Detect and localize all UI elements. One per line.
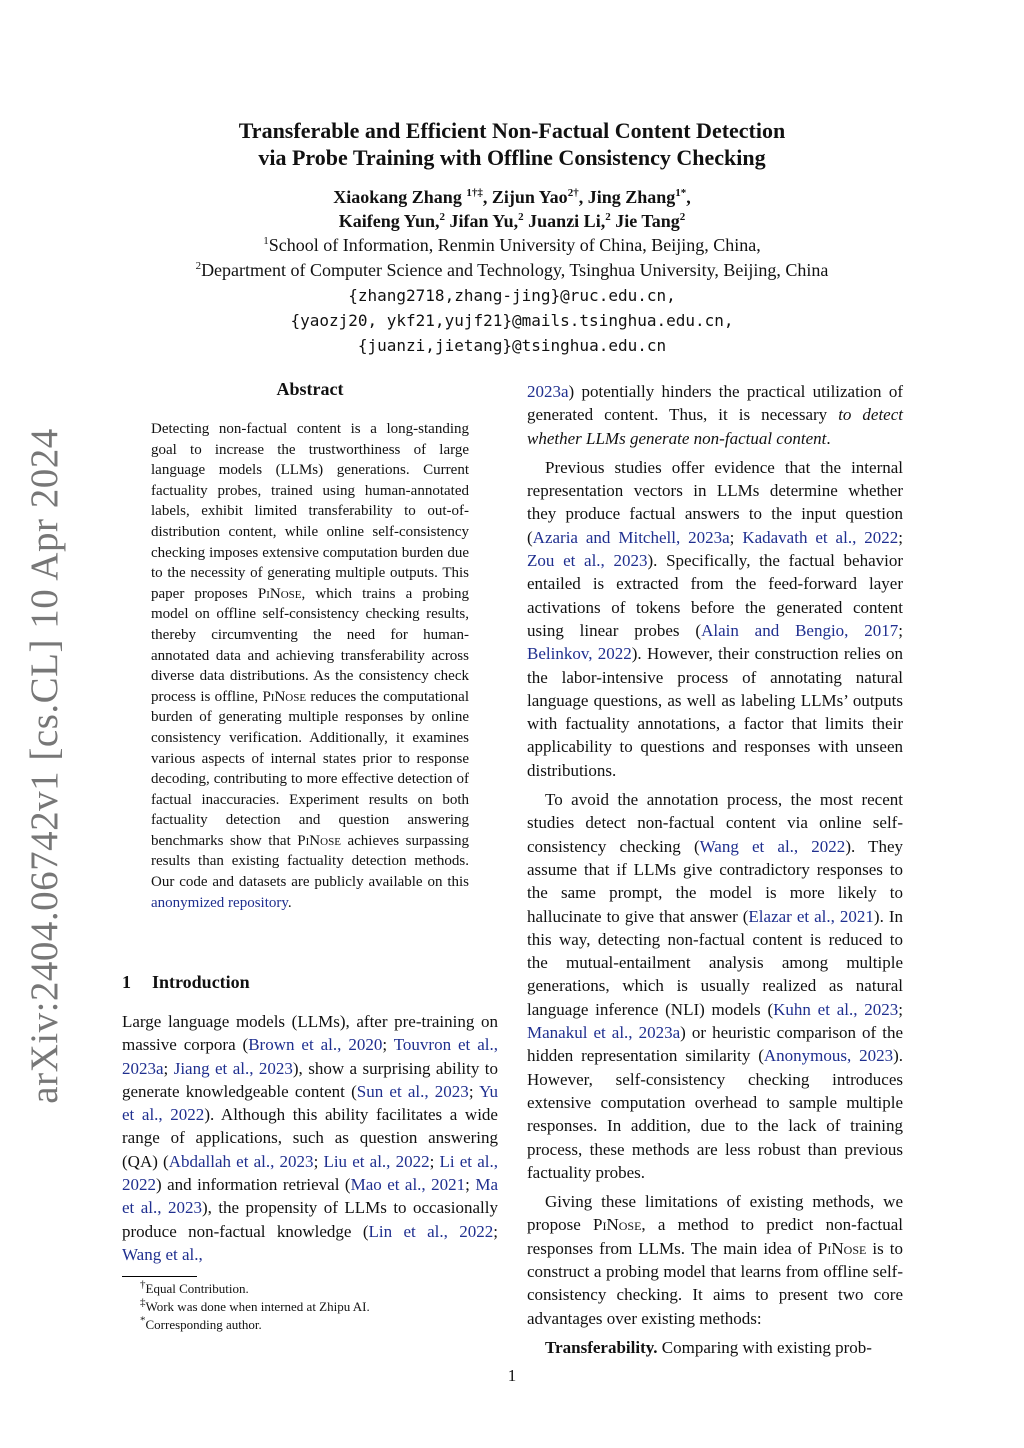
- citation-link[interactable]: 2023a: [527, 382, 569, 401]
- author-name: Kaifeng Yun,: [338, 211, 440, 231]
- author-affiliation-mark: 2: [439, 211, 445, 223]
- citation-link[interactable]: Li et al., 2022: [122, 1151, 498, 1195]
- author-affiliation-mark: 2†: [567, 187, 579, 199]
- email-line-1: {zhang2718,zhang-jing}@ruc.edu.cn,: [348, 286, 676, 305]
- footnotes: [140, 1280, 370, 1334]
- citation-link[interactable]: Elazar et al., 2021: [748, 906, 874, 926]
- affiliation-2: $^2$Department of Computer Science and Technology, Tsinghua University, Beijing, China: [195, 260, 829, 280]
- footnote: *Corresponding author.: [140, 1314, 262, 1332]
- citation-link[interactable]: Mao et al., 2021: [350, 1175, 466, 1195]
- citation-link[interactable]: Belinkov, 2022: [527, 644, 632, 664]
- paper-title: [0, 117, 1024, 171]
- page-number: 1: [507, 1366, 517, 1385]
- citation-link[interactable]: Yu et al., 2022: [122, 1081, 499, 1125]
- paragraph: To avoid the annotation process, the most recent studies detect non-factual content via online self-consistency checking (Wang et al., 2022). They assume that if LLMs give contradictory responses to the same prompt, the model is more likely to hallucinate to give that answer (Elazar et al., 2021). In this way, detecting non-factual content is reduced to the mutual-entailment analysis among multiple generations, which is usually realized as natural language inference (NLI) models (Kuhn et al., 2023; Manakul et al., 2023a) or heuristic comparison of the hidden representation similarity (Anonymous, 2023). However, self-consistency checking introduces extensive computation overhead to sample multiple responses. In addition, due to the lack of training process, these methods are less robust than previous factuality probes.: [527, 790, 903, 1182]
- abstract-text: Detecting non-factual content is a long-standing goal to increase the trustworthiness of large language models (LLMs) generations. Current factuality probes, trained using human-annotated labels, exhibit limited transferability to out-of-distribution content, while online self-consistency checking imposes extensive computation burden due to the necessity of generating multiple outputs. This paper proposes PiNose, which trains a probing model on offline self-consistency checking results, thereby circumventing the need for human-annotated data and achieving transferability across diverse data distributions. As the consistency check process is offline, PiNose reduces the computational burden of generating multiple responses by online consistency verification. Additionally, it examines various aspects of internal states prior to response decoding, contributing to more effective detection of factual inaccuracies. Experiment results on both factuality detection and question answering benchmarks show that PiNose achieves surpassing results than existing factuality detection methods. Our code and datasets are publicly available on this anonymized repository.: [151, 421, 470, 911]
- method-name: PiNose: [297, 832, 341, 849]
- paragraph: Previous studies offer evidence that the internal representation vectors in LLMs determine whether they produce factual answers to the input question (Azaria and Mitchell, 2023a; Kadavath et al., 2022; Zou et al., 2023). Specifically, the factual behavior entailed is extracted from the feed-forward layer activations of tokens before the generated content using linear probes (Alain and Bengio, 2017; Belinkov, 2022). However, their construction relies on the labor-intensive process of annotating natural language questions, as well as labeling LLMs’ outputs with factuality annotations, a factor that limits their applicability to questions and responses with unseen distributions.: [527, 457, 904, 780]
- footnote: ‡Work was done when interned at Zhipu AI.: [140, 1296, 370, 1314]
- citation-link[interactable]: Touvron et al., 2023a: [122, 1035, 498, 1078]
- author-affiliation-mark: 2: [679, 211, 686, 223]
- paragraph: Giving these limitations of existing methods, we propose PiNose, a method to predict non-factual responses from LLMs. The main idea of PiNose is to construct a probing model that learns from offline self-consistency checking. It aims to present two core advantages over existing methods:: [527, 1192, 904, 1328]
- author-list: [0, 185, 1024, 233]
- citation-link[interactable]: Manakul et al., 2023a: [527, 1023, 681, 1043]
- author-affiliation-mark: 2: [605, 211, 611, 223]
- citation-link[interactable]: Wang et al.,: [122, 1244, 203, 1264]
- author-line-1: Xiaokang Zhang $^{1\dagger\ddagger}$, Zijun Yao$^{2\dagger}$, Jing Zhang$^{1*}$,: [333, 187, 691, 207]
- arxiv-identifier-stamp: arXiv:2404.06742v1 [cs.CL] 10 Apr 2024: [23, 428, 66, 1104]
- citation-link[interactable]: Liu et al., 2022: [323, 1151, 430, 1171]
- author-line-2: [0, 209, 1024, 233]
- author-name: Jifan Yu,: [449, 211, 519, 231]
- author-name: Zijun Yao: [491, 187, 568, 207]
- citation-link[interactable]: Jiang et al., 2023: [173, 1058, 293, 1078]
- author-affiliation-mark: 1†‡: [466, 187, 483, 199]
- author-name: Jie Tang: [615, 211, 680, 231]
- abstract-heading: Abstract: [276, 379, 344, 399]
- method-name: PiNose: [593, 1215, 642, 1235]
- affiliation-mark: 2: [195, 260, 202, 272]
- author-name: Juanzi Li,: [528, 211, 606, 231]
- citation-link[interactable]: Kadavath et al., 2022: [742, 527, 899, 547]
- introduction-paragraph: Large language models (LLMs), after pre-training on massive corpora (Brown et al., 2020; Touvron et al., 2023a; Jiang et al., 2023), show a surprising ability to generate knowledgeable content (Sun et al., 2023; Yu et al., 2022). Although this ability facilitates a wide range of applications, such as question answering (QA) (Abdallah et al., 2023; Liu et al., 2022; Li et al., 2022) and information retrieval (Mao et al., 2021; Ma et al., 2023), the propensity of LLMs to occasionally produce non-factual knowledge (Lin et al., 2022; Wang et al.,: [122, 1012, 499, 1264]
- author-affiliation-mark: 2: [518, 211, 524, 223]
- citation-link[interactable]: Abdallah et al., 2023: [168, 1151, 314, 1171]
- citation-link[interactable]: Azaria and Mitchell, 2023a: [532, 527, 730, 547]
- citation-link[interactable]: Ma et al., 2023: [122, 1175, 498, 1218]
- method-name: PiNose: [262, 688, 307, 705]
- method-name: PiNose: [257, 585, 302, 602]
- email-line-2: {yaozj20, ykf21,yujf21}@mails.tsinghua.edu.cn,: [290, 311, 734, 330]
- title-line-2: via Probe Training with Offline Consistency Checking: [258, 145, 766, 170]
- citation-link[interactable]: Anonymous, 2023: [763, 1046, 894, 1066]
- affiliation-mark: 1: [263, 235, 269, 247]
- author-affiliation-mark: 1*: [675, 187, 687, 199]
- affiliations: [0, 233, 1024, 358]
- citation-link[interactable]: Lin et al., 2022: [368, 1221, 494, 1241]
- repository-link[interactable]: anonymized repository: [151, 894, 288, 911]
- citation-link[interactable]: Sun et al., 2023: [356, 1081, 469, 1101]
- citation-link[interactable]: Zou et al., 2023: [527, 551, 648, 571]
- footnote-divider: [122, 1276, 197, 1277]
- section-number: 1: [122, 972, 131, 992]
- author-name: Jing Zhang: [587, 187, 676, 207]
- email-line-3: {juanzi,jietang}@tsinghua.edu.cn: [357, 336, 667, 355]
- right-column: [527, 380, 903, 1365]
- citation-link[interactable]: Kuhn et al., 2023: [773, 999, 899, 1019]
- author-name: Xiaokang Zhang: [333, 187, 462, 207]
- footnote: †Equal Contribution.: [140, 1278, 249, 1296]
- citation-link[interactable]: Brown et al., 2020: [248, 1035, 383, 1055]
- paragraph: 2023a) potentially hinders the practical utilization of generated content. Thus, it is necessary to detect whether LLMs generate non-factual content.: [527, 382, 903, 448]
- paragraph: Transferability. Comparing with existing prob-: [545, 1337, 872, 1357]
- title-line-1: Transferable and Efficient Non-Factual Content Detection: [238, 118, 786, 143]
- method-name: PiNose: [817, 1238, 867, 1258]
- citation-link[interactable]: Wang et al., 2022: [699, 836, 846, 856]
- affiliation-1: $^1$School of Information, Renmin University of China, Beijing, China,: [263, 235, 761, 255]
- citation-link[interactable]: Alain and Bengio, 2017: [701, 620, 899, 640]
- section-heading-introduction: 1 Introduction: [122, 972, 250, 992]
